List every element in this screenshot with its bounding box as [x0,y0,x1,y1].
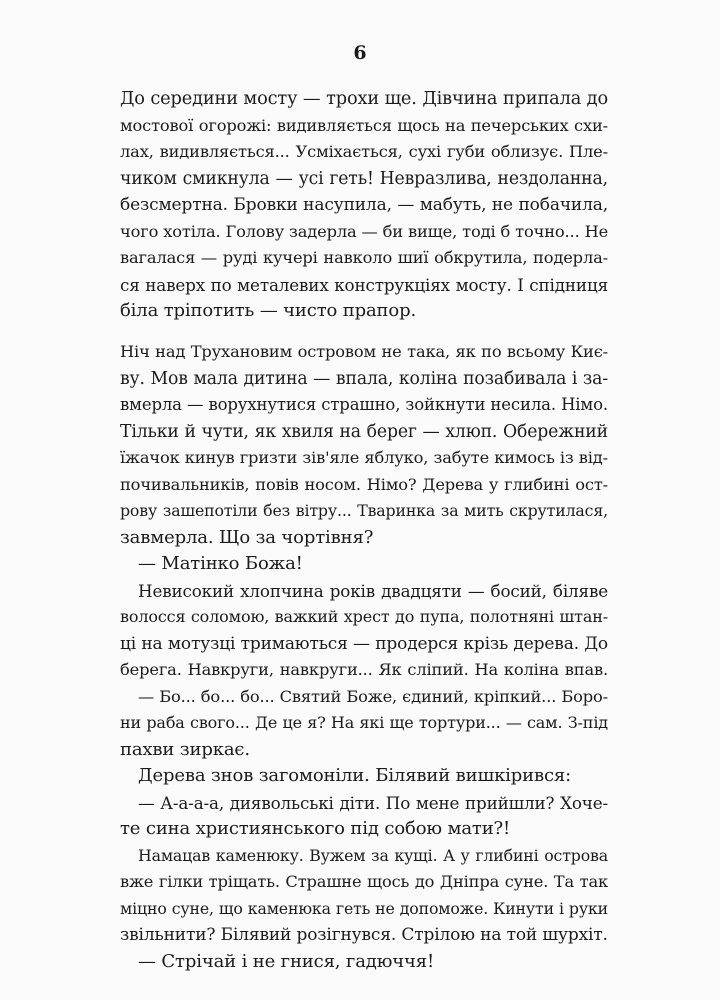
text-line: почивальників, повів носом. Німо? Дерева у глибині ост- [120,474,608,494]
text-line: Намацав каменюку. Вужем за кущі. А у глибині острова [138,845,608,865]
text-line: їжачок кинув гризти зів'яле яблуко, забуте кимось із від- [120,448,608,467]
text-line: мостової огорожі: видивляється щось на печерських схи- [120,115,608,135]
dialogue-line: — А-а-а-а, диявольські діти. По мене прийшли? Хоче- [138,792,608,813]
text-line: чиком смикнула — усі геть! Невразлива, нездоланна, [120,168,608,189]
text-line: завмерла. Що за чортівня? [120,526,374,548]
text-line: вмерла — ворухнутися страшно, зойкнути несила. Німо. [120,395,608,414]
text-line: те сина християнського під собою мати?! [120,818,511,839]
text-line: звільнити? Білявий розігнувся. Стрілою на той шурхіт. [120,925,608,945]
text-line: Ніч над Трухановим островом не така, як по всьому Киє- [120,342,608,361]
text-line: ся наверх по металевих конструкціях мосту. І спідниця [120,274,608,295]
dialogue-line: — Матінко Божа! [138,553,303,574]
paragraph-section-2 [120,339,608,975]
text-line: рову зашепотіли без вітру... Тваринка за мить скрутилася, [120,501,608,520]
page-number: 6 [353,42,367,64]
text-line: Дерева знов загомоніли. Білявий вишкірився: [138,765,572,786]
text-line: ни раба свого... Де це я? На які ще тортури... — сам. З-під [120,713,608,732]
text-line: берега. Навкруги, навкруги... Як сліпий. На коліна впав. [120,660,608,679]
text-line: лах, видивляється... Усміхається, сухі губи облизує. Пле- [120,142,608,161]
paragraph-section-1 [120,86,608,325]
text-line: біла тріпотить — чисто прапор. [120,300,417,321]
text-line: ці на мотузці тримаються — продерся крізь дерева. До [120,633,608,654]
dialogue-line: — Бо... бо... бо... Святий Боже, єдиний, кріпкий... Боро- [138,686,608,706]
text-line: ву. Мов мала дитина — впала, коліна позабивала і за- [120,368,608,389]
text-line: волосся соломою, важкий хрест до пупа, полотняні штан- [120,607,608,626]
text-line: пахви зиркає. [120,738,250,760]
text-line: Тільки й чути, як хвиля на берег — хлюп. Обережний [120,421,608,442]
text-line: До середини мосту — трохи ще. Дівчина припала до [120,89,608,109]
text-line: чого хотіла. Голову задерла — би вище, тоді б точно... Не [120,221,609,241]
dialogue-line: — Стрічай і не гнися, гадюччя! [138,950,435,972]
text-line: Невисокий хлопчина років двадцяти — босий, біляве [138,580,608,601]
text-line: безсмертна. Бровки насупила, — мабуть, не побачила, [120,195,608,215]
text-line: вагалася — руді кучері навколо шиї обкрутила, подерла- [120,248,608,267]
text-line: вже гілки тріщать. Страшне щось до Дніпра суне. Та так [120,872,608,891]
text-line: міцно суне, що каменюка геть не допоможе. Кинути і руки [120,898,608,918]
